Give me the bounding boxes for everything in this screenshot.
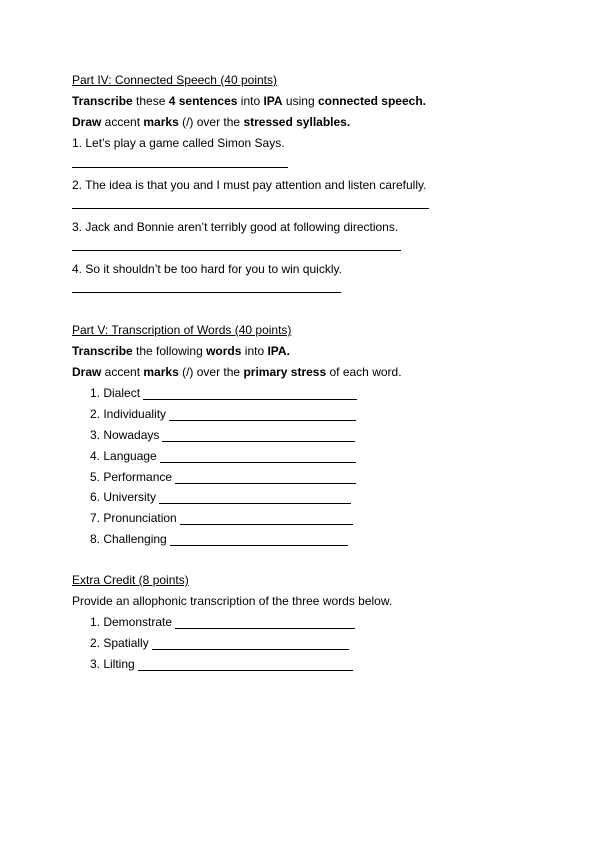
word-label: 3. Nowadays bbox=[90, 428, 160, 442]
part-iv-heading: Part IV: Connected Speech (40 points) bbox=[72, 73, 278, 87]
word-label: 6. University bbox=[90, 490, 157, 504]
instr-bold: connected speech. bbox=[317, 94, 426, 108]
instr-text: into bbox=[237, 94, 264, 108]
answer-blank[interactable] bbox=[169, 408, 356, 421]
sentence-2: 2. The idea is that you and I must pay attention and listen carefully. bbox=[72, 178, 427, 192]
answer-line-1[interactable] bbox=[72, 167, 288, 168]
instr-text: these bbox=[132, 94, 169, 108]
word-label: 1. Dialect bbox=[90, 386, 141, 400]
word-item bbox=[90, 407, 356, 421]
answer-blank[interactable] bbox=[138, 658, 353, 671]
answer-blank[interactable] bbox=[170, 533, 348, 546]
instr-text: into bbox=[241, 344, 268, 358]
instr-bold: marks bbox=[143, 365, 179, 379]
sentence-4: 4. So it shouldn’t be too hard for you to win quickly. bbox=[72, 262, 342, 276]
answer-line-2[interactable] bbox=[72, 208, 429, 209]
answer-blank[interactable] bbox=[175, 616, 355, 629]
word-item bbox=[90, 657, 353, 671]
extra-credit-heading: Extra Credit (8 points) bbox=[72, 573, 189, 587]
answer-blank[interactable] bbox=[160, 450, 356, 463]
instr-bold: stressed syllables. bbox=[243, 115, 351, 129]
answer-blank[interactable] bbox=[152, 637, 349, 650]
extra-credit-instruction: Provide an allophonic transcription of the three words below. bbox=[72, 594, 393, 608]
word-label: 2. Spatially bbox=[90, 636, 149, 650]
instr-bold: Transcribe bbox=[72, 344, 133, 358]
instr-text: accent bbox=[101, 115, 144, 129]
word-item bbox=[90, 511, 353, 525]
instr-text: the following bbox=[132, 344, 207, 358]
answer-blank[interactable] bbox=[180, 512, 353, 525]
instr-bold: Transcribe bbox=[72, 94, 133, 108]
instr-text: accent bbox=[101, 365, 144, 379]
word-item bbox=[90, 470, 356, 484]
word-item bbox=[90, 636, 349, 650]
word-label: 2. Individuality bbox=[90, 407, 167, 421]
answer-line-3[interactable] bbox=[72, 250, 401, 251]
word-label: 1. Demonstrate bbox=[90, 615, 173, 629]
instr-text: (/) over the bbox=[178, 365, 244, 379]
answer-blank[interactable] bbox=[162, 429, 355, 442]
word-item bbox=[90, 449, 356, 463]
sentence-3: 3. Jack and Bonnie aren’t terribly good at following directions. bbox=[72, 220, 399, 234]
answer-line-4[interactable] bbox=[72, 292, 341, 293]
part-v-heading: Part V: Transcription of Words (40 points) bbox=[72, 323, 292, 337]
word-label: 8. Challenging bbox=[90, 532, 167, 546]
instr-bold: IPA bbox=[263, 94, 283, 108]
word-label: 3. Lilting bbox=[90, 657, 135, 671]
instr-text: of each word. bbox=[326, 365, 402, 379]
instr-text: (/) over the bbox=[178, 115, 244, 129]
instr-bold: IPA. bbox=[267, 344, 290, 358]
instr-text: using bbox=[282, 94, 318, 108]
instr-bold: 4 sentences bbox=[168, 94, 238, 108]
part-v-instruction-1 bbox=[72, 344, 290, 358]
instr-bold: Draw bbox=[72, 115, 102, 129]
word-item bbox=[90, 428, 355, 442]
part-iv-instruction-1 bbox=[72, 94, 426, 108]
word-label: 4. Language bbox=[90, 449, 157, 463]
instr-bold: primary stress bbox=[243, 365, 327, 379]
word-item bbox=[90, 386, 357, 400]
word-item bbox=[90, 490, 351, 504]
instr-bold: marks bbox=[143, 115, 179, 129]
sentence-1: 1. Let’s play a game called Simon Says. bbox=[72, 136, 285, 150]
word-item bbox=[90, 615, 355, 629]
answer-blank[interactable] bbox=[175, 471, 356, 484]
word-label: 5. Performance bbox=[90, 470, 173, 484]
answer-blank[interactable] bbox=[143, 387, 357, 400]
word-item bbox=[90, 532, 348, 546]
instr-bold: Draw bbox=[72, 365, 102, 379]
answer-blank[interactable] bbox=[159, 491, 351, 504]
word-label: 7. Pronunciation bbox=[90, 511, 177, 525]
part-v-instruction-2 bbox=[72, 365, 402, 379]
instr-bold: words bbox=[206, 344, 242, 358]
part-iv-instruction-2 bbox=[72, 115, 350, 129]
